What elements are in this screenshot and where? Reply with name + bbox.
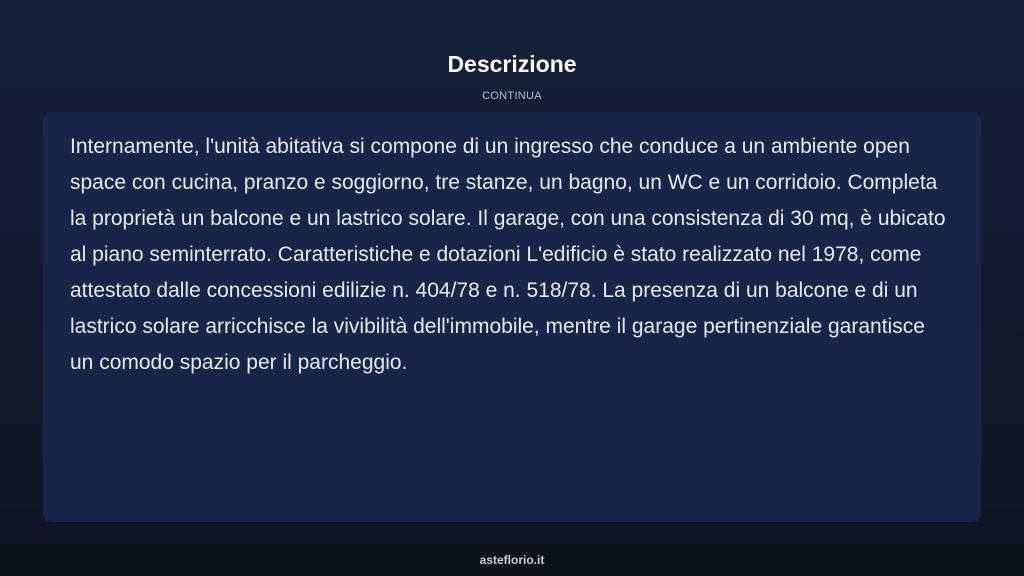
description-text: Internamente, l'unità abitativa si compone di un ingresso che conduce a un ambiente open space con cucina, pranzo e soggiorno, tre stanze, un bagno, un WC e un corridoio. Completa la proprietà un balcone e un lastrico solare. Il garage, con una consistenza di 30 mq, è ubicato al piano seminterrato. Caratteristiche e dotazioni L'edificio è stato realizzato nel 1978, come attestato dalle concessioni edilizie n. 404/78 e n. 518/78. La presenza di un balcone e di un lastrico solare arricchisce la vivibilità dell'immobile, mentre il garage pertinenziale garantisce un comodo spazio per il parcheggio. — [70, 135, 946, 374]
footer-bar — [0, 544, 1024, 576]
page-title: Descrizione — [447, 51, 577, 77]
continue-label: CONTINUA — [482, 90, 542, 102]
footer-brand: asteflorio.it — [479, 553, 545, 567]
description-card — [43, 112, 981, 522]
